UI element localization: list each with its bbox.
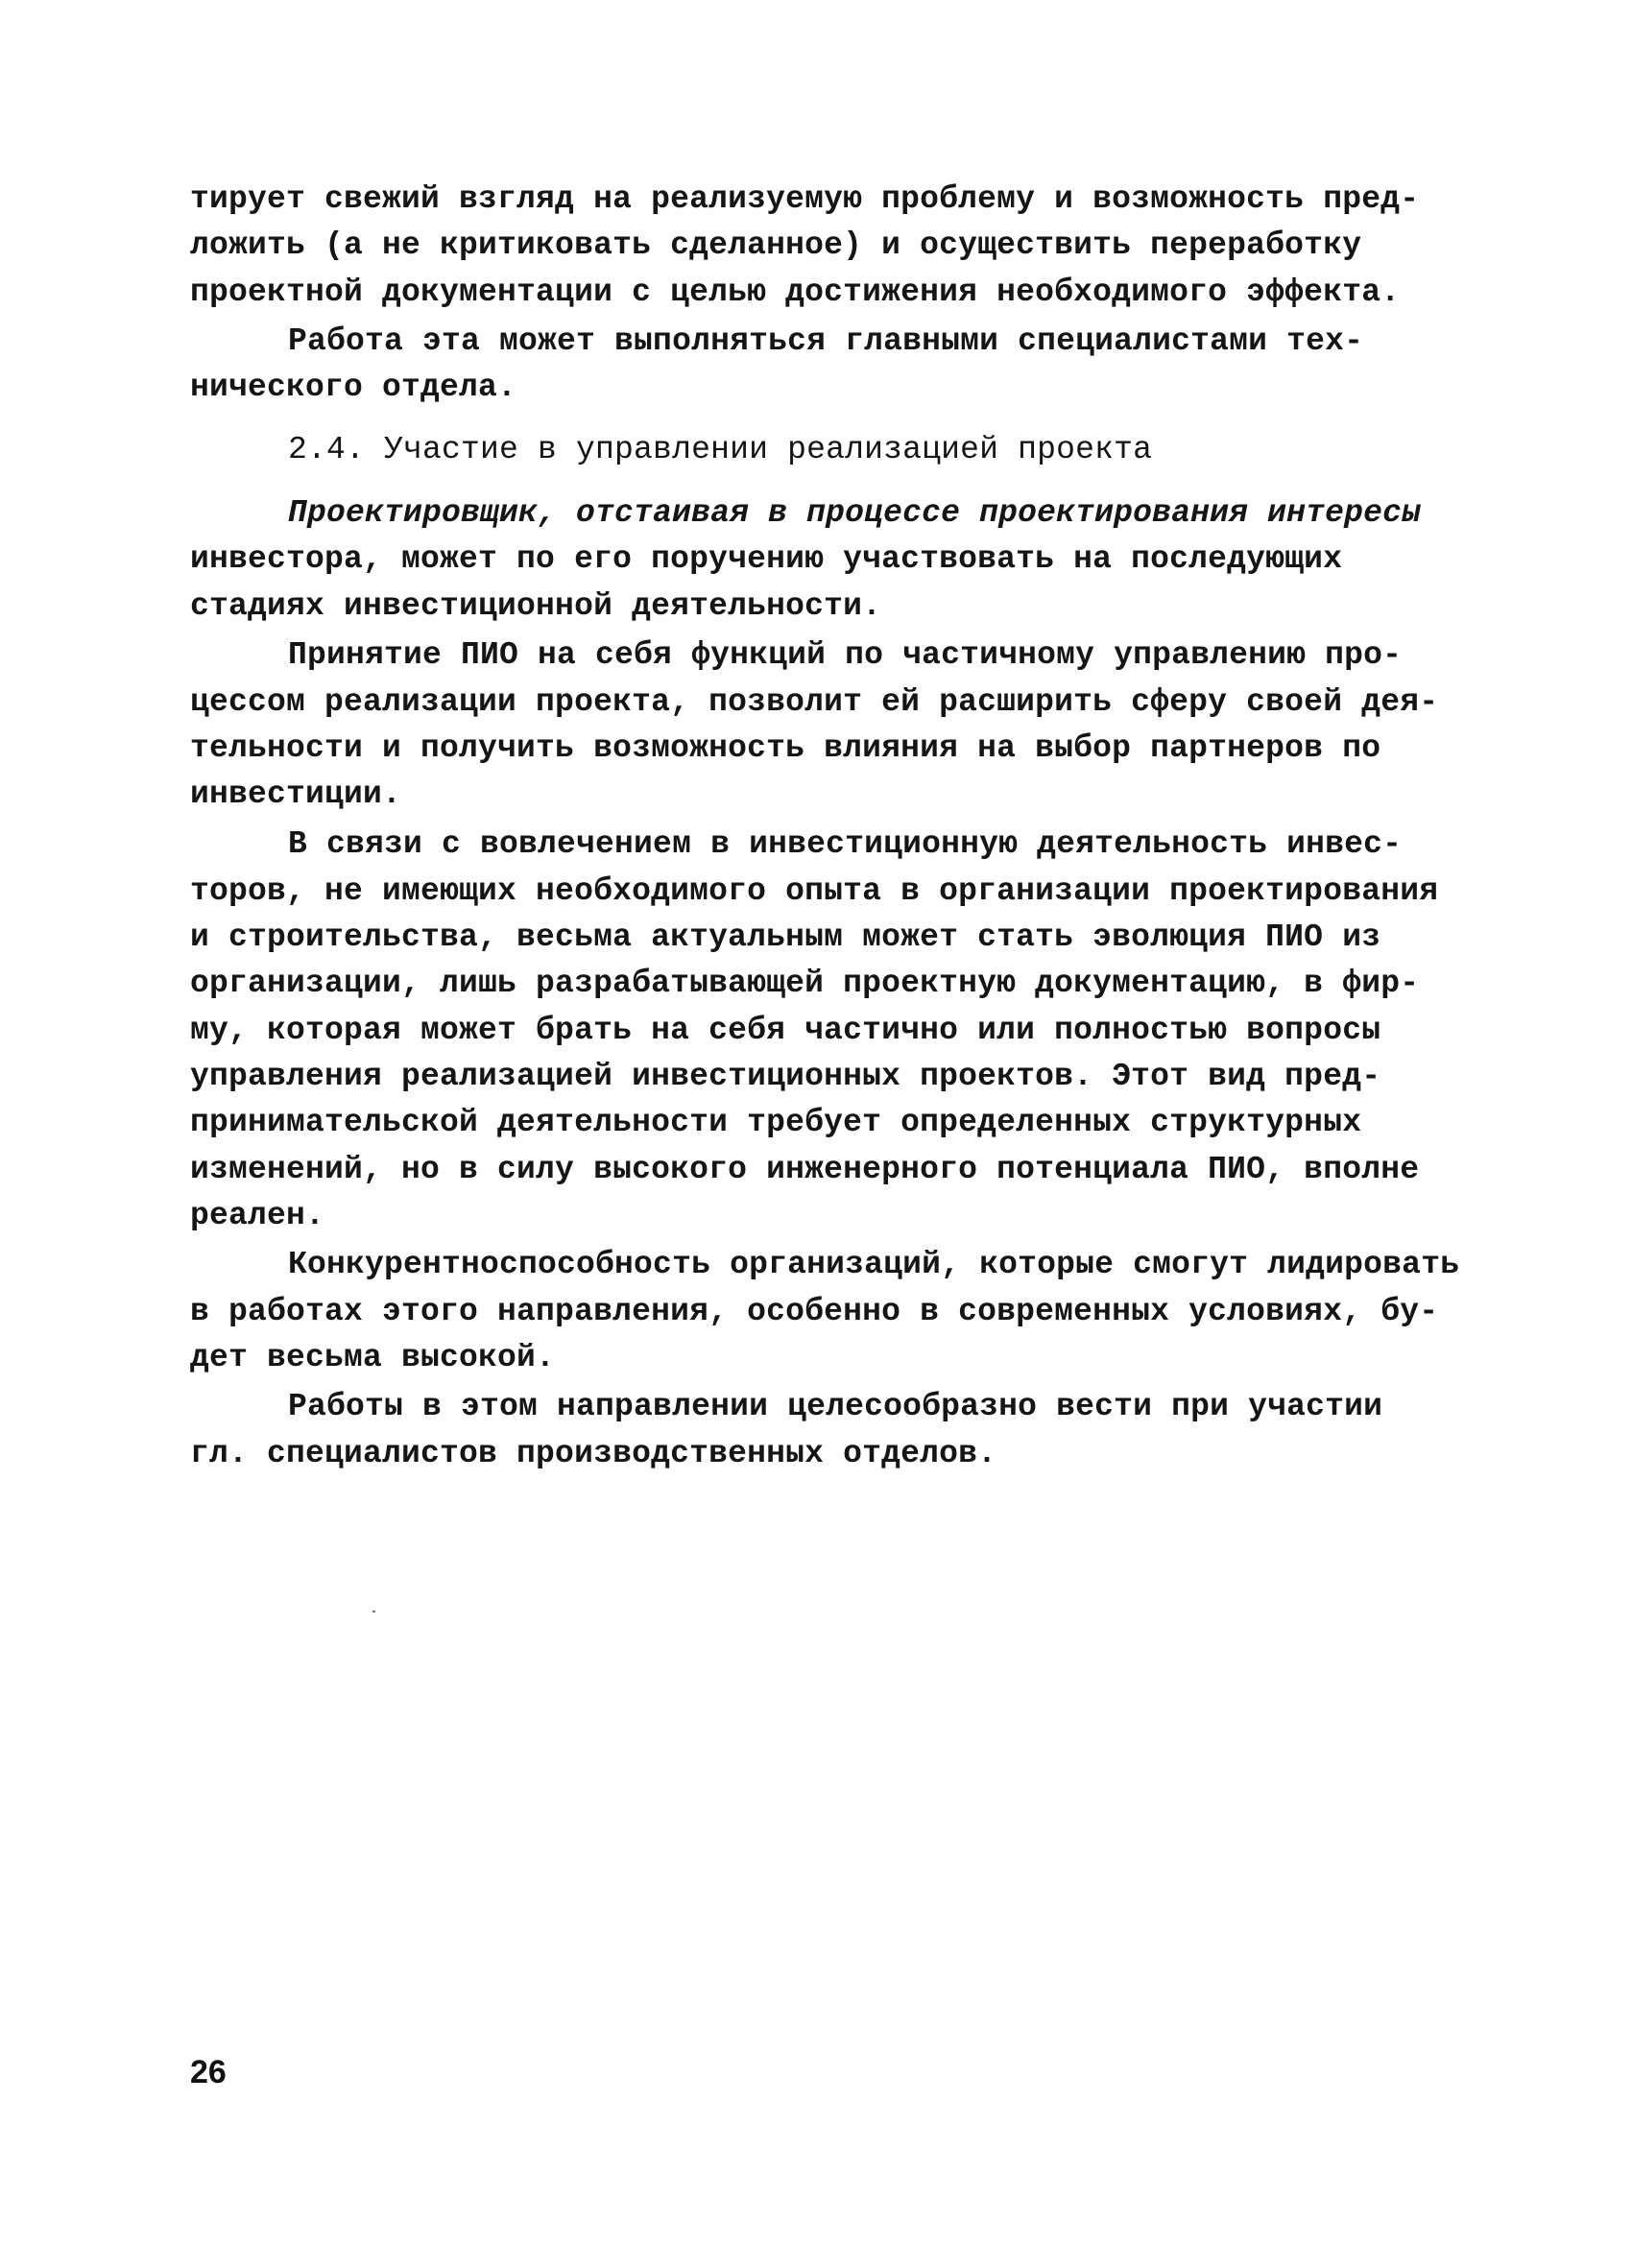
paragraph-line: Конкурентноспособность организаций, которые смогут лидировать (288, 1247, 1460, 1282)
paragraph-line: дет весьма высокой. (190, 1340, 556, 1375)
paragraph-line: му, которая может брать на себя частично или полностью вопросы (190, 1013, 1381, 1048)
paragraph-line: реален. (190, 1198, 325, 1233)
paragraph-line: стадиях инвестиционной деятельности. (190, 588, 882, 624)
paragraph-line: Проектировщик, отстаивая в процессе проектирования интересы (288, 495, 1422, 531)
paragraph-line: тельности и получить возможность влияния на выбор партнеров по (190, 730, 1381, 766)
paragraph-line: организации, лишь разрабатывающей проектную документацию, в фир- (190, 966, 1420, 1001)
page-number: 26 (190, 2054, 227, 2090)
paragraph-line: Работы в этом направлении целесообразно вести при участии (288, 1389, 1383, 1424)
intro-line: ложить (а не критиковать сделанное) и осуществить переработку (190, 227, 1362, 263)
paragraph-line: Принятие ПИО на себя функций по частичному управлению про- (288, 637, 1403, 673)
paragraph-line: принимательской деятельности требует определенных структурных (190, 1105, 1362, 1140)
paragraph-line: торов, не имеющих необходимого опыта в организации проектирования (190, 873, 1439, 909)
paragraph-line: инвестиции. (190, 776, 402, 812)
paragraph-line: нического отдела. (190, 370, 517, 405)
paragraph-line: цессом реализации проекта, позволит ей расширить сферу своей дея- (190, 684, 1439, 720)
paragraph-line: и строительства, весьма актуальным может стать эволюция ПИО из (190, 919, 1381, 955)
scan-speck (372, 1611, 375, 1612)
paragraph-line: управления реализацией инвестиционных проектов. Этот вид пред- (190, 1059, 1381, 1094)
paragraph-line: Работа эта может выполняться главными специалистами тех- (288, 323, 1364, 359)
paragraph-line: гл. специалистов производственных отделов. (190, 1436, 997, 1471)
intro-line: проектной документации с целью достижения необходимого эффекта. (190, 275, 1401, 310)
paragraph-line: в работах этого направления, особенно в современных условиях, бу- (190, 1294, 1439, 1329)
intro-line: тирует свежий взгляд на реализуемую проблему и возможность пред- (190, 181, 1420, 217)
paragraph-line: В связи с вовлечением в инвестиционную деятельность инвес- (288, 826, 1403, 862)
section-heading: 2.4. Участие в управлении реализацией проекта (288, 432, 1153, 467)
paragraph-line: инвестора, может по его поручению участвовать на последующих (190, 541, 1343, 577)
paragraph-line: изменений, но в силу высокого инженерного потенциала ПИО, вполне (190, 1152, 1420, 1187)
